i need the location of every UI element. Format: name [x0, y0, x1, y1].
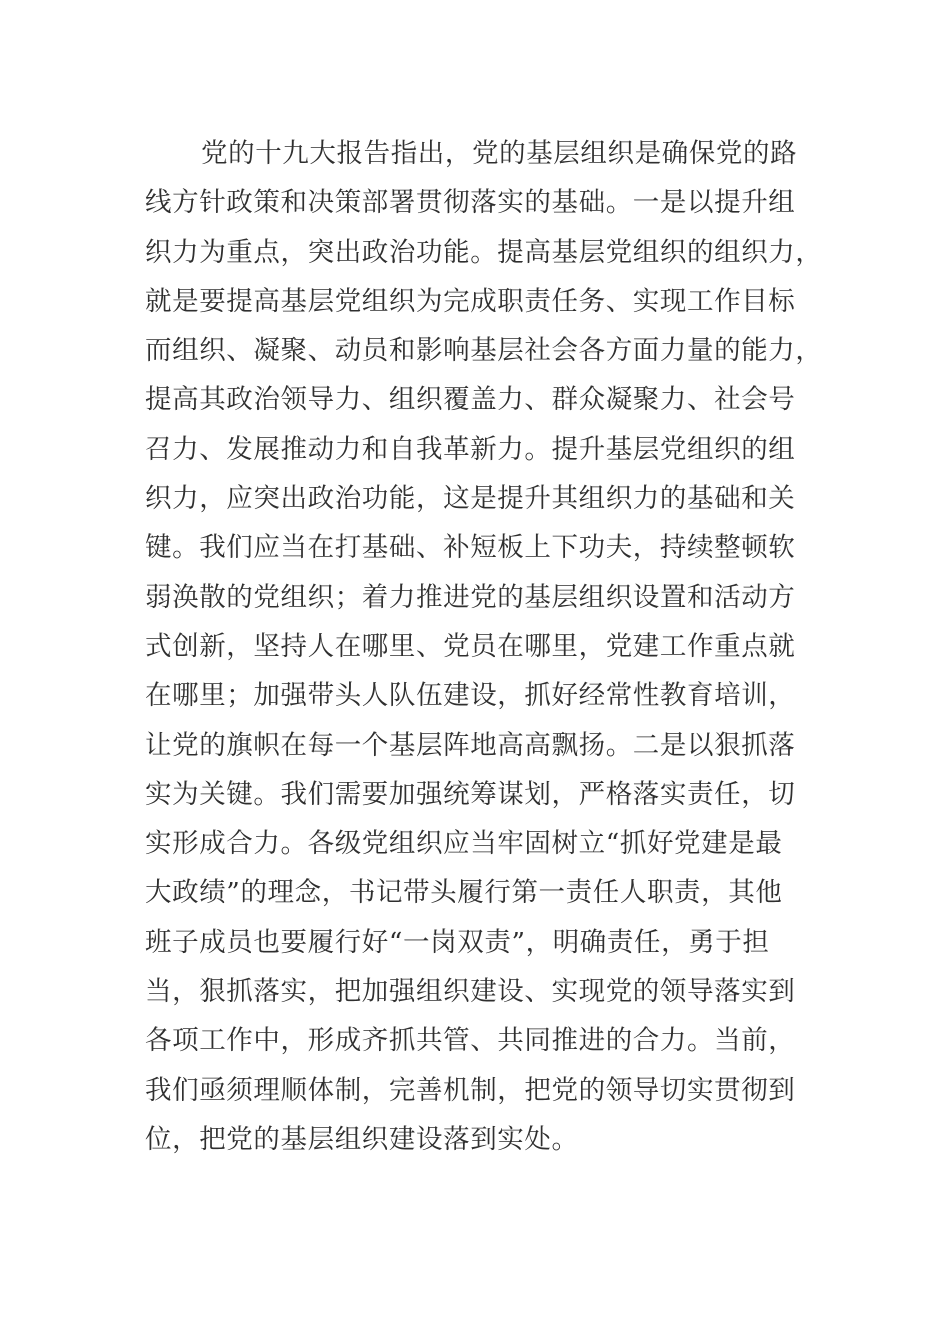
paragraph-line: 键。我们应当在打基础、补短板上下功夫，持续整顿软 — [145, 532, 796, 564]
paragraph-line: 线方针政策和决策部署贯彻落实的基础。一是以提升组 — [145, 187, 796, 219]
paragraph-line: 班子成员也要履行好“一岗双责”，明确责任，勇于担 — [145, 926, 770, 958]
paragraph-line: 在哪里；加强带头人队伍建设，抓好经常性教育培训， — [145, 680, 796, 712]
paragraph-line: 弱涣散的党组织；着力推进党的基层组织设置和活动方 — [145, 581, 796, 613]
paragraph-line: 织力，应突出政治功能，这是提升其组织力的基础和关 — [145, 483, 796, 515]
paragraph-line: 实为关键。我们需要加强统筹谋划，严格落实责任，切 — [145, 778, 796, 810]
paragraph-line: 党的十九大报告指出，党的基层组织是确保党的路 — [201, 138, 798, 169]
paragraph-line: 位，把党的基层组织建设落到实处。 — [145, 1123, 579, 1155]
paragraph-line: 各项工作中，形成齐抓共管、共同推进的合力。当前， — [145, 1025, 796, 1057]
paragraph-line: 就是要提高基层党组织为完成职责任务、实现工作目标 — [145, 285, 796, 317]
paragraph-line: 式创新，坚持人在哪里、党员在哪里，党建工作重点就 — [145, 630, 796, 662]
body-paragraph — [145, 129, 825, 1164]
paragraph-line: 而组织、凝聚、动员和影响基层社会各方面力量的能力， — [145, 335, 823, 367]
paragraph-line: 提高其政治领导力、组织覆盖力、群众凝聚力、社会号 — [145, 384, 796, 416]
paragraph-line: 大政绩”的理念，书记带头履行第一责任人职责，其他 — [145, 877, 783, 909]
paragraph-line: 让党的旗帜在每一个基层阵地高高飘扬。二是以狠抓落 — [145, 729, 796, 761]
paragraph-line: 织力为重点，突出政治功能。提高基层党组织的组织力， — [145, 236, 823, 268]
paragraph-line: 召力、发展推动力和自我革新力。提升基层党组织的组 — [145, 433, 796, 465]
paragraph-line: 我们亟须理顺体制，完善机制，把党的领导切实贯彻到 — [145, 1074, 796, 1106]
paragraph-line: 当，狠抓落实，把加强组织建设、实现党的领导落实到 — [145, 976, 796, 1008]
paragraph-line: 实形成合力。各级党组织应当牢固树立“抓好党建是最 — [145, 828, 783, 860]
